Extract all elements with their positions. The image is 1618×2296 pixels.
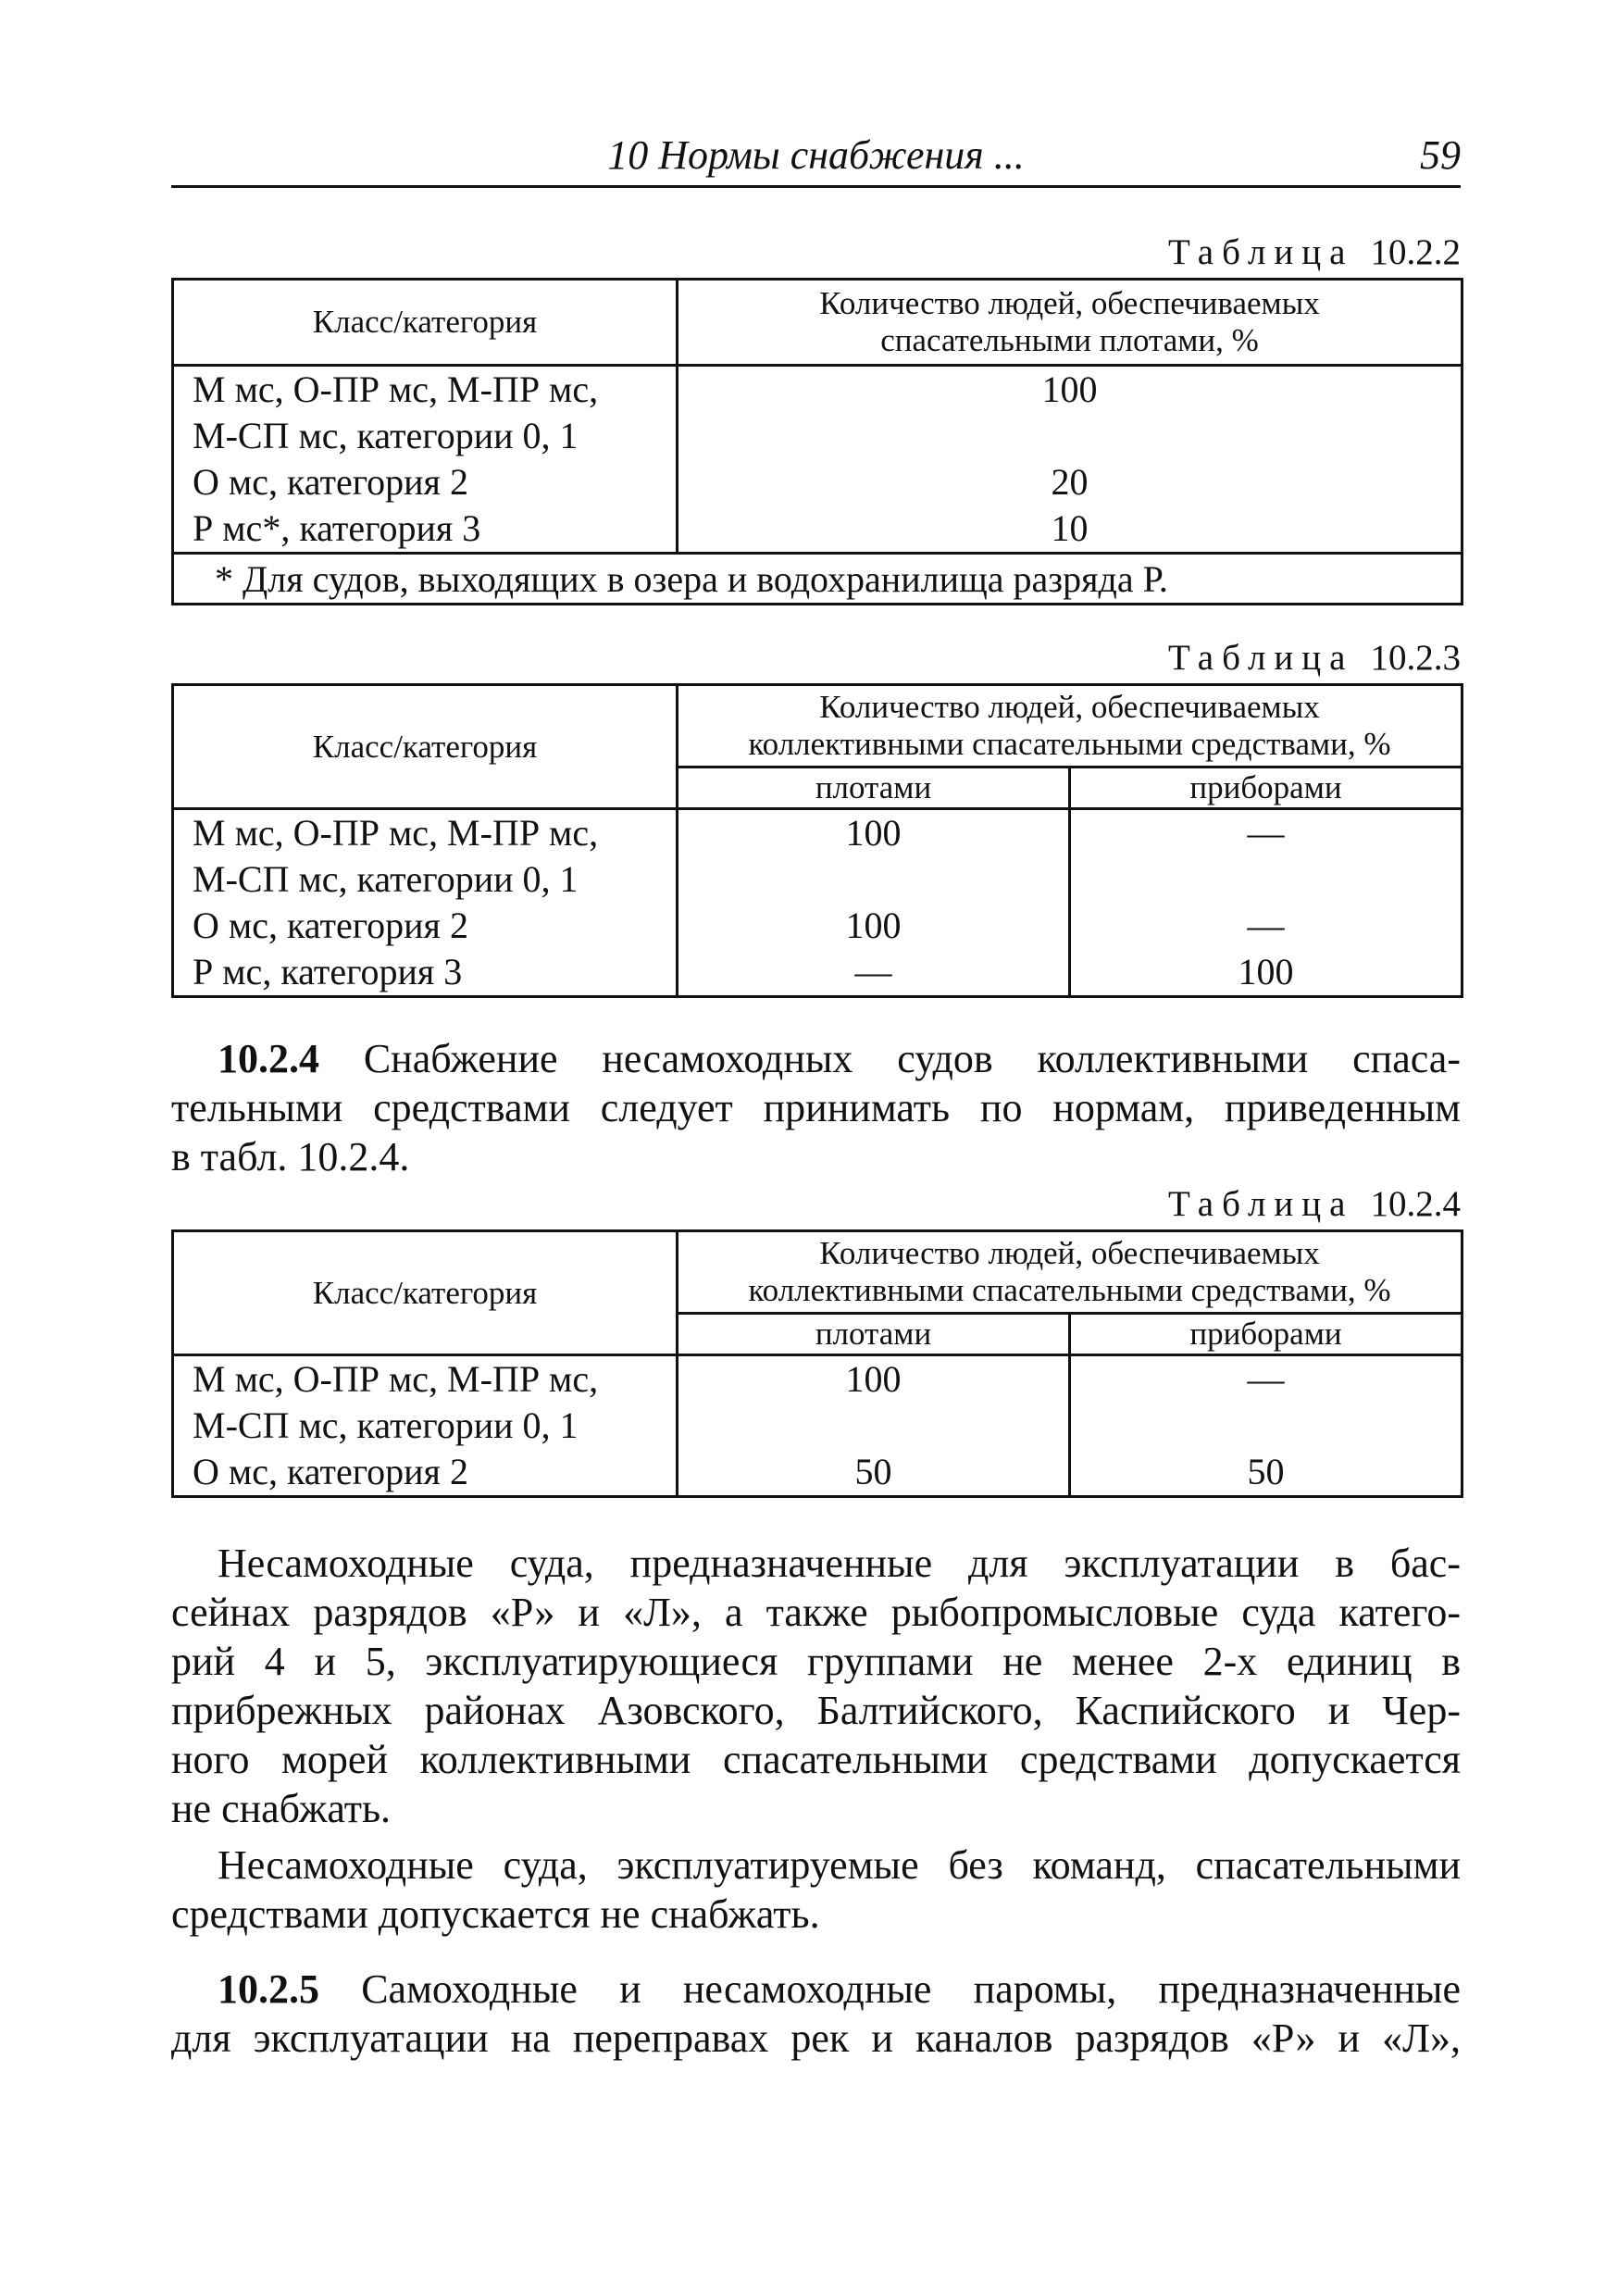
table-row bbox=[173, 903, 1462, 949]
clause-number: 10.2.4 bbox=[218, 1036, 319, 1081]
row-class: М мс, О-ПР мс, М-ПР мс, М-СП мс, категории 0, 1 bbox=[173, 366, 678, 460]
table-row bbox=[173, 1355, 1462, 1450]
table-label-10-2-2: Таблица 10.2.2 bbox=[1167, 232, 1461, 272]
table-footnote: * Для судов, выходящих в озера и водохранилища разряда Р. bbox=[173, 554, 1462, 605]
paragraph-10-2-5: 10.2.5 Самоходные и несамоходные паромы, предназначенные для эксплуатации на переправах рек и каналов разрядов «Р» и «Л», bbox=[171, 1966, 1461, 2061]
row-rafts: 100 bbox=[678, 1355, 1070, 1450]
running-head bbox=[171, 128, 1461, 188]
table-row bbox=[173, 366, 1462, 460]
header-people-count: Количество людей, обеспечиваемых спасательными плотами, % bbox=[678, 280, 1462, 366]
table-label-10-2-3: Таблица 10.2.3 bbox=[1167, 638, 1461, 678]
row-value: 100 bbox=[678, 366, 1462, 460]
header-people-count: Количество людей, обеспечиваемых коллективными спасательными средствами, % bbox=[678, 685, 1462, 767]
table-label-10-2-4: Таблица 10.2.4 bbox=[1167, 1184, 1461, 1224]
paragraph-10-2-4: 10.2.4 Снабжение несамоходных судов коллективными спаса- тельными средствами следует принимать по нормам, приведенным в табл. 10.2.4. bbox=[171, 1036, 1461, 1179]
row-devices: 100 bbox=[1070, 949, 1462, 997]
row-devices: — bbox=[1070, 809, 1462, 904]
paragraph-crewless-vessels: Несамоходные суда, эксплуатируемые без команд, спасательными средствами допускается не снабжать. bbox=[171, 1842, 1461, 1937]
subheader-rafts: плотами bbox=[678, 767, 1070, 809]
row-devices: — bbox=[1070, 903, 1462, 949]
table-row bbox=[173, 459, 1462, 505]
table-row bbox=[173, 949, 1462, 997]
table-row bbox=[173, 505, 1462, 554]
header-class-category: Класс/категория bbox=[173, 1231, 678, 1355]
clause-number: 10.2.5 bbox=[218, 1966, 319, 2012]
row-class: О мс, категория 2 bbox=[173, 1449, 678, 1497]
header-people-count: Количество людей, обеспечиваемых коллективными спасательными средствами, % bbox=[678, 1231, 1462, 1314]
chapter-title: 10 Нормы снабжения ... bbox=[607, 132, 1025, 178]
header-class-category: Класс/категория bbox=[173, 685, 678, 809]
subheader-rafts: плотами bbox=[678, 1314, 1070, 1355]
row-class: М мс, О-ПР мс, М-ПР мс, М-СП мс, категории 0, 1 bbox=[173, 1355, 678, 1450]
table-10-2-4 bbox=[171, 1229, 1463, 1498]
table-10-2-3 bbox=[171, 683, 1463, 998]
subheader-devices: приборами bbox=[1070, 1314, 1462, 1355]
row-class: Р мс*, категория 3 bbox=[173, 505, 678, 554]
row-class: О мс, категория 2 bbox=[173, 459, 678, 505]
row-devices: — bbox=[1070, 1355, 1462, 1450]
row-value: 20 bbox=[678, 459, 1462, 505]
row-rafts: 50 bbox=[678, 1449, 1070, 1497]
row-class: О мс, категория 2 bbox=[173, 903, 678, 949]
row-class: М мс, О-ПР мс, М-ПР мс, М-СП мс, категории 0, 1 bbox=[173, 809, 678, 904]
table-header-row bbox=[173, 1231, 1462, 1314]
row-rafts: 100 bbox=[678, 809, 1070, 904]
page-number: 59 bbox=[1420, 132, 1461, 178]
row-rafts: — bbox=[678, 949, 1070, 997]
header-class-category: Класс/категория bbox=[173, 280, 678, 366]
table-10-2-2 bbox=[171, 278, 1463, 605]
row-class: Р мс, категория 3 bbox=[173, 949, 678, 997]
table-row bbox=[173, 1449, 1462, 1497]
paragraph-non-self-propelled: Несамоходные суда, предназначенные для эксплуатации в бас- сейнах разрядов «Р» и «Л», а также рыбопромысловые суда катего- рий 4 и 5, эксплуатирующиеся группами не менее 2-х единиц в прибрежных районах Азовского, Балтийского, Каспийского и Чер- ного морей коллективными спасательными средствами допускается не снабжать. bbox=[171, 1541, 1461, 1831]
row-devices: 50 bbox=[1070, 1449, 1462, 1497]
table-header-row bbox=[173, 685, 1462, 767]
subheader-devices: приборами bbox=[1070, 767, 1462, 809]
table-note-row bbox=[173, 554, 1462, 605]
table-header-row bbox=[173, 280, 1462, 366]
row-value: 10 bbox=[678, 505, 1462, 554]
row-rafts: 100 bbox=[678, 903, 1070, 949]
table-row bbox=[173, 809, 1462, 904]
